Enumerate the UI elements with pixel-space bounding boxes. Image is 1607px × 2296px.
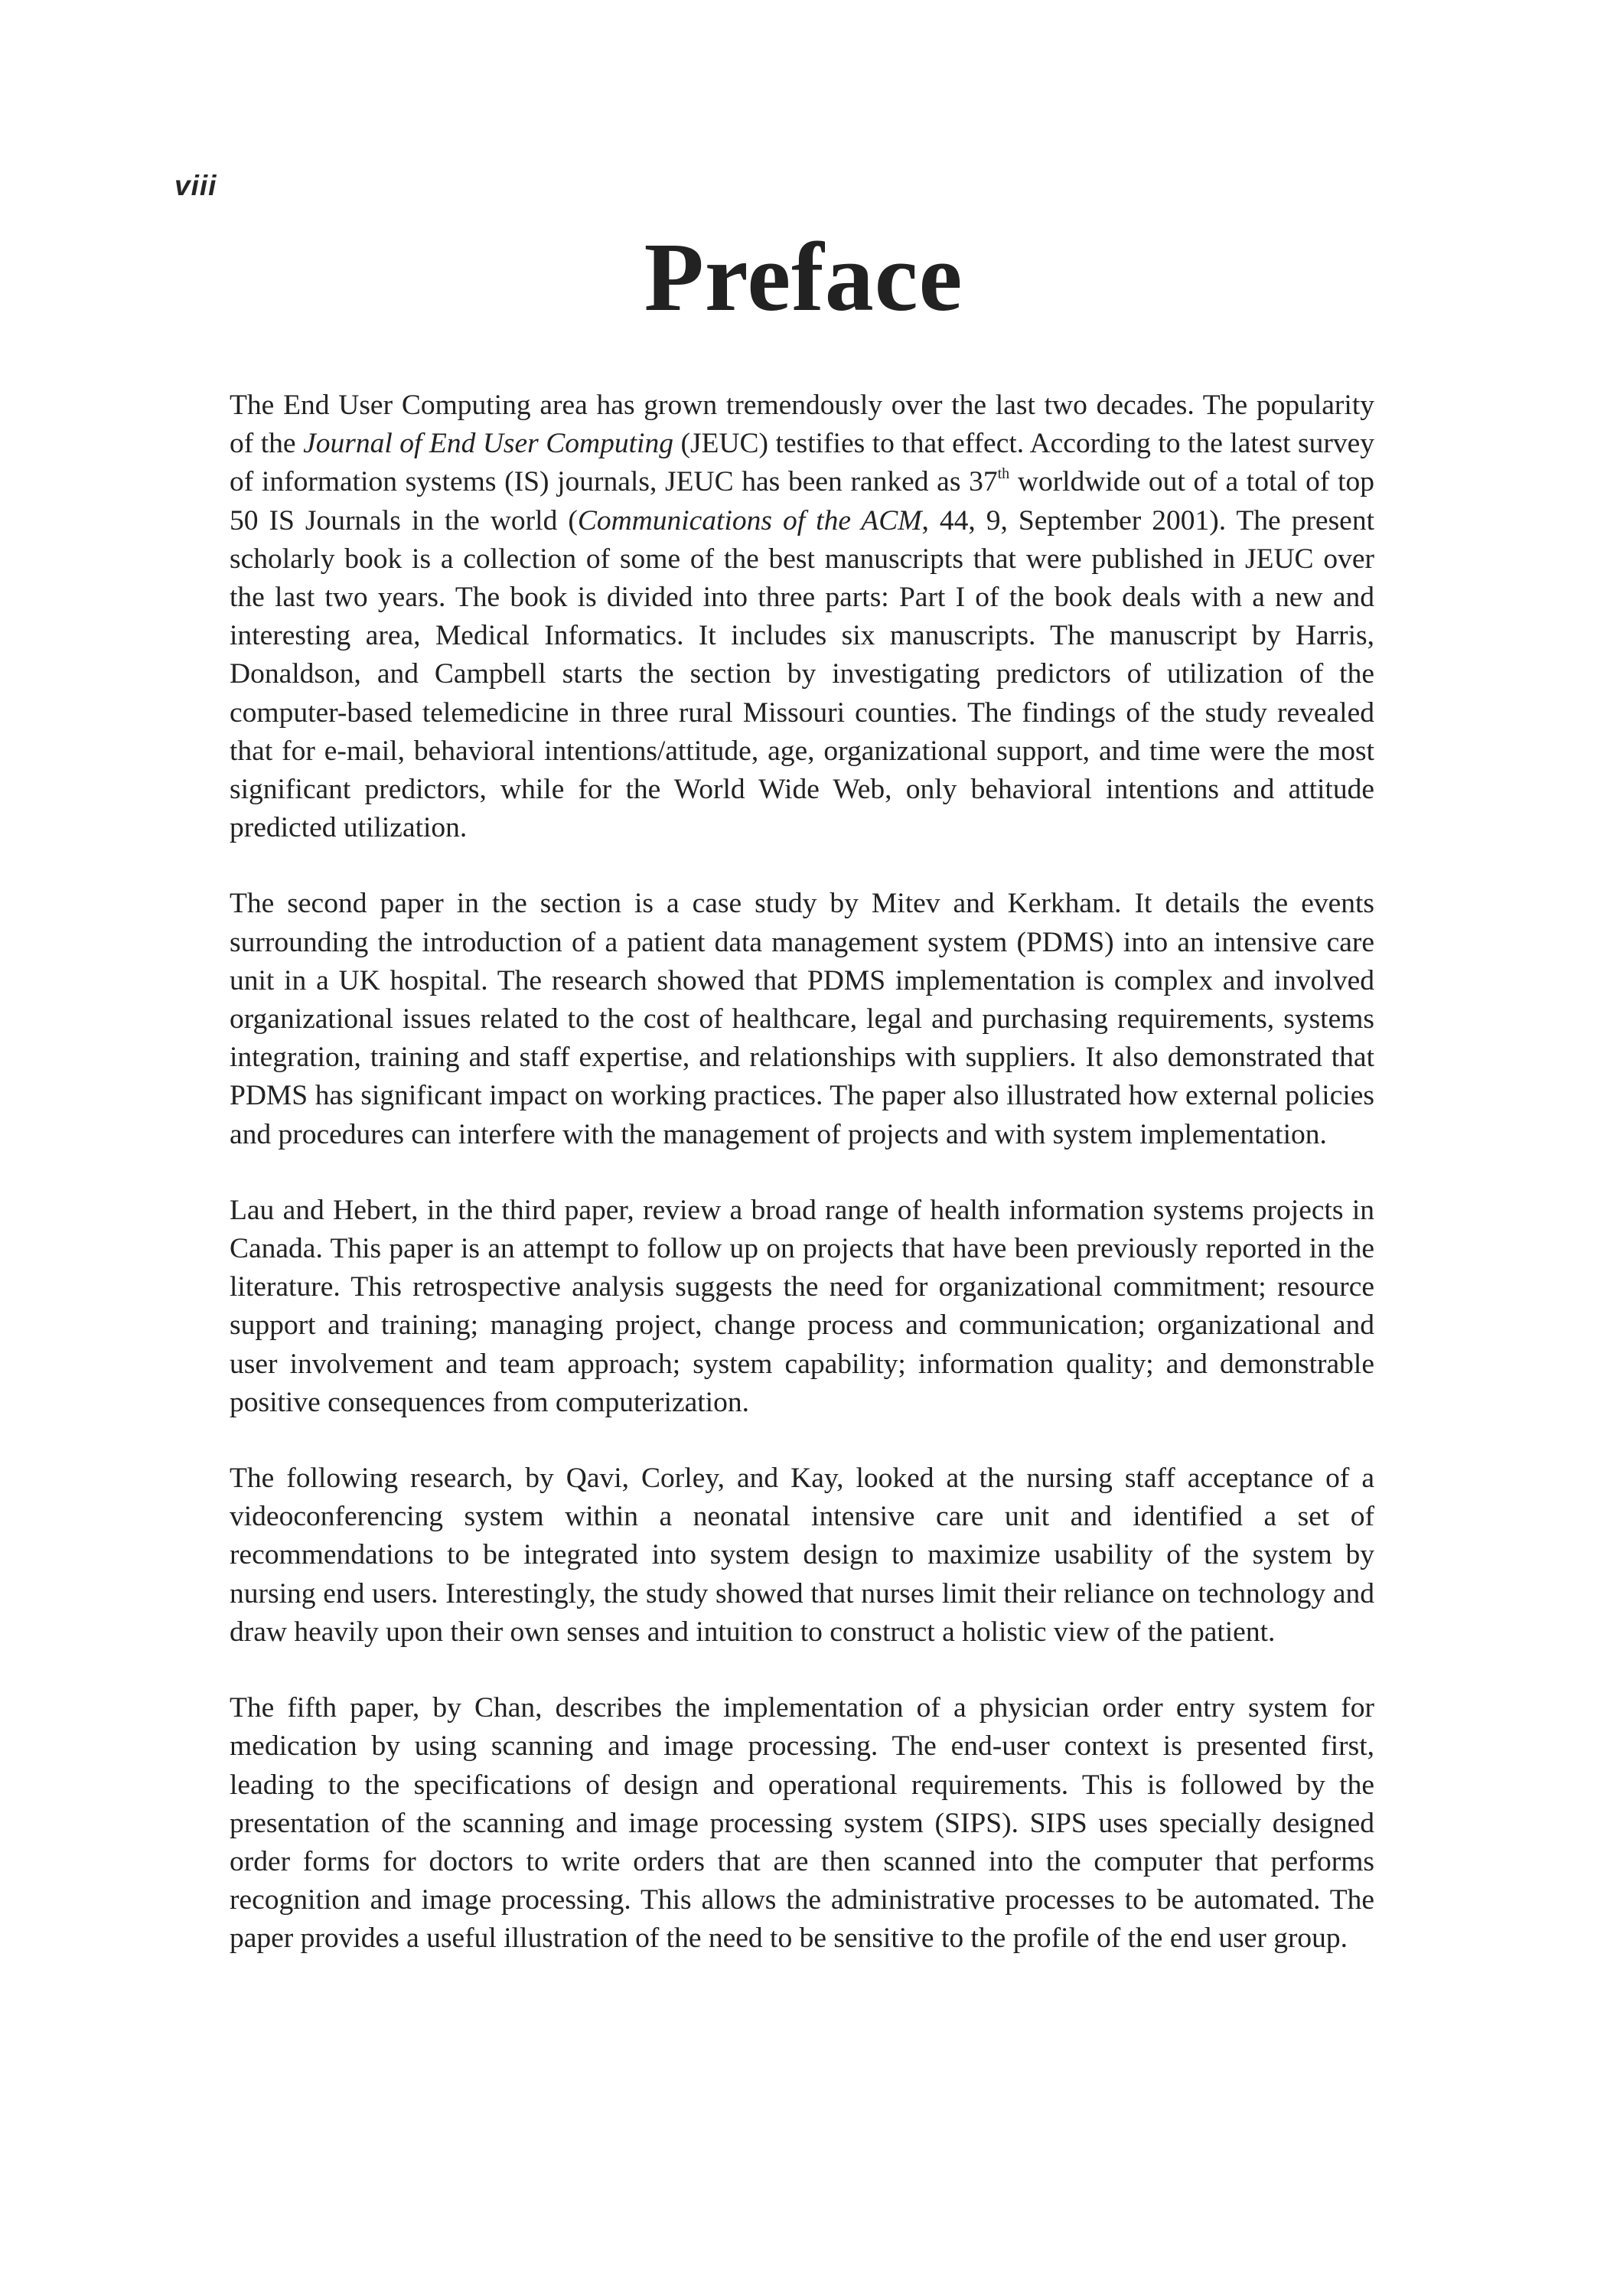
- paragraph-1-part-b: (JEUC) testifies to that effect. According to the latest survey of information systems (IS) journals, JEUC has been ranked as 37: [230, 428, 1374, 498]
- paragraph-1: [230, 386, 1374, 847]
- paragraph-3: Lau and Hebert, in the third paper, review a broad range of health information systems projects in Canada. This paper is an attempt to follow up on projects that have been previously reported in the literature. This retrospective analysis suggests the need for organizational commitment; resource support and training; managing project, change process and communication; organizational and user involvement and team approach; system capability; information quality; and demonstrable positive consequences from computerization.: [230, 1194, 1374, 1418]
- journal-title: Journal of End User Computing: [303, 428, 673, 460]
- rank-superscript: th: [997, 465, 1010, 483]
- paragraph-1-part-a: The End User Computing area has grown tremendously over the last two decades. The popularity of the: [230, 390, 1374, 460]
- paragraph-5: The fifth paper, by Chan, describes the implementation of a physician order entry system for medication by using scanning and image processing. The end-user context is presented first, leading to the specifications of design and operational requirements. This is followed by the presentation of the scanning and image processing system (SIPS). SIPS uses specially designed order forms for doctors to write orders that are then scanned into the computer that performs recognition and image processing. This allows the administrative processes to be automated. The paper provides a useful illustration of the need to be sensitive to the profile of the end user group.: [230, 1692, 1374, 1955]
- body-text: [230, 386, 1374, 1996]
- cacm-citation: Communications of the ACM: [577, 504, 922, 536]
- page-number: viii: [174, 170, 217, 201]
- paragraph-1-part-d: , 44, 9, September 2001). The present scholarly book is a collection of some of the best manuscripts that were published in JEUC over the last two years. The book is divided into three parts: Part I of the book deals with a new and interesting area, Medical Informatics. It includes six manuscripts. The manuscript by Harris, Donaldson, and Campbell starts the section by investigating predictors of utilization of the computer-based telemedicine in three rural Missouri counties. The findings of the study revealed that for e-mail, behavioral intentions/attitude, age, organizational support, and time were the most significant predictors, while for the World Wide Web, only behavioral intentions and attitude predicted utilization.: [230, 504, 1374, 844]
- paragraph-4: The following research, by Qavi, Corley, and Kay, looked at the nursing staff acceptance of a videoconferencing system within a neonatal intensive care unit and identified a set of recommendations to be integrated into system design to maximize usability of the system by nursing end users. Interestingly, the study showed that nurses limit their reliance on technology and draw heavily upon their own senses and intuition to construct a holistic view of the patient.: [230, 1463, 1374, 1648]
- paragraph-1-part-c: worldwide out of a total of top 50 IS Journals in the world (: [230, 466, 1374, 536]
- page-title: Preface: [644, 223, 963, 331]
- paragraph-2: The second paper in the section is a case study by Mitev and Kerkham. It details the events surrounding the introduction of a patient data management system (PDMS) into an intensive care unit in a UK hospital. The research showed that PDMS implementation is complex and involved organizational issues related to the cost of healthcare, legal and purchasing requirements, systems integration, training and staff expertise, and relationships with suppliers. It also demonstrated that PDMS has significant impact on working practices. The paper also illustrated how external policies and procedures can interfere with the management of projects and with system implementation.: [230, 888, 1374, 1150]
